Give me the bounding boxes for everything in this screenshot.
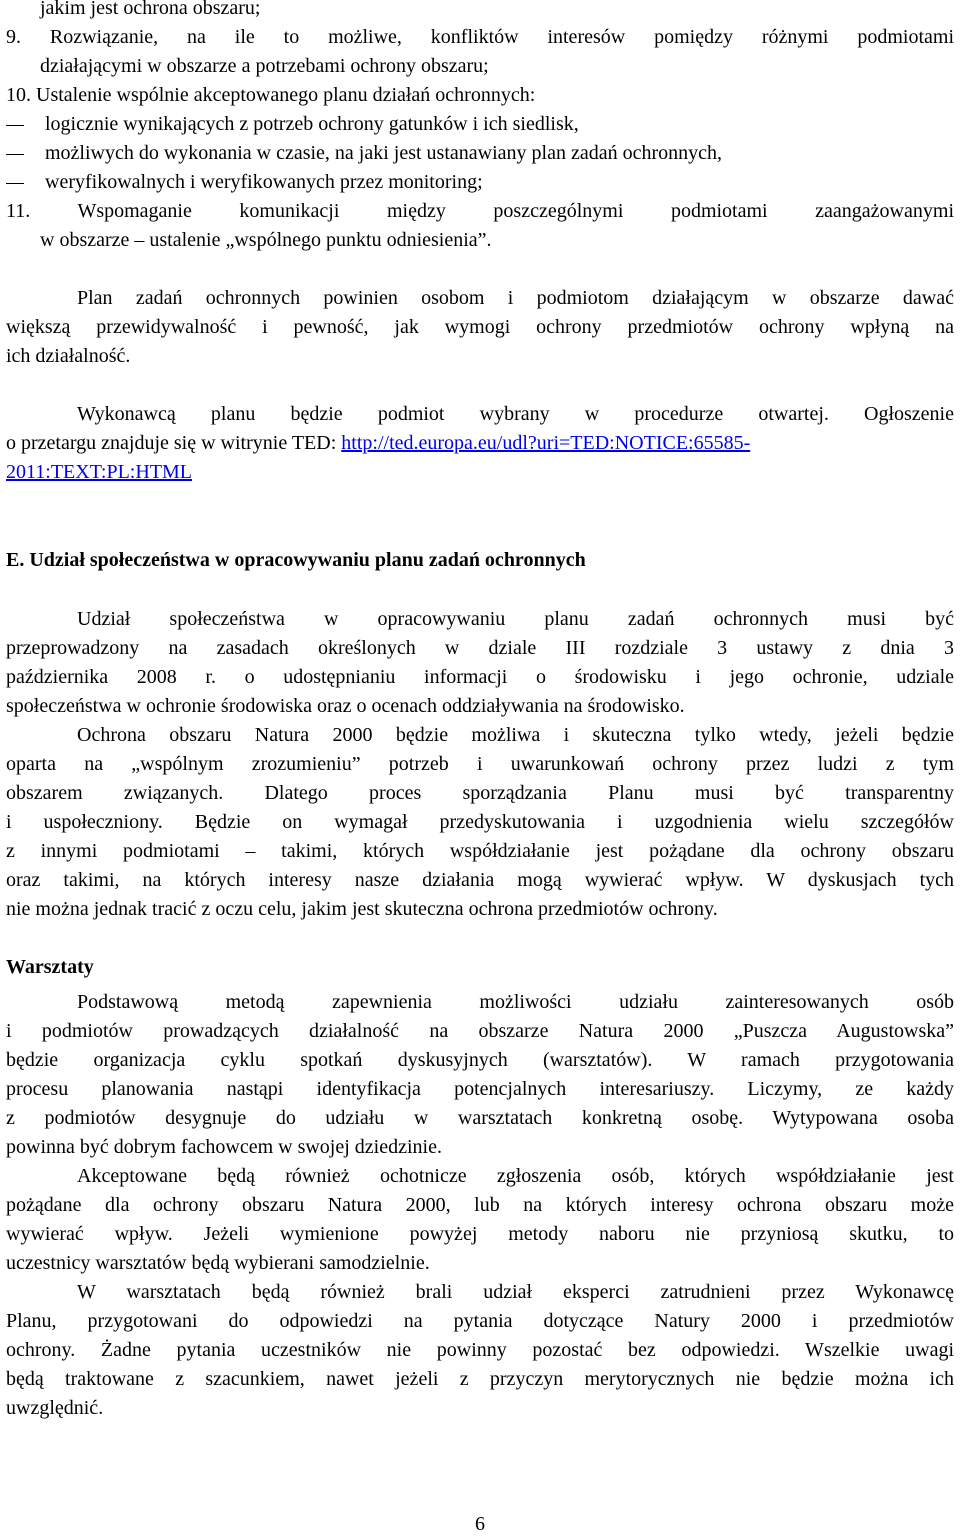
- paragraph-line: z innymi podmiotami – takimi, których współdziałanie jest pożądane dla ochrony obszaru: [6, 840, 954, 862]
- paragraph-text: o przetargu znajduje się w witrynie TED:: [6, 432, 337, 454]
- paragraph-line: społeczeństwa w ochronie środowiska oraz o ocenach oddziaływania na środowisko.: [6, 695, 685, 717]
- page-number: 6: [475, 1513, 485, 1535]
- paragraph-line: ochrony. Żadne pytania uczestników nie powinny pozostać bez odpowiedzi. Wszelkie uwagi: [6, 1339, 954, 1361]
- sub-item-2: [6, 139, 954, 168]
- paragraph-line: procesu planowania nastąpi identyfikacja potencjalnych interesariuszy. Liczymy, ze każdy: [6, 1078, 954, 1100]
- paragraph-line: pożądane dla ochrony obszaru Natura 2000, lub na których interesy ochrona obszaru może: [6, 1194, 954, 1216]
- ted-notice-link[interactable]: http://ted.europa.eu/udl?uri=TED:NOTICE:65585-: [341, 432, 751, 454]
- paragraph-line: października 2008 r. o udostępnianiu informacji o środowisku i jego ochronie, udziale: [6, 666, 954, 688]
- paragraph-line: ich działalność.: [6, 345, 131, 367]
- paragraph-line: Akceptowane będą również ochotnicze zgłoszenia osób, których współdziałanie jest: [77, 1165, 954, 1187]
- sub-item-text: logicznie wynikających z potrzeb ochrony gatunków i ich siedlisk,: [45, 113, 579, 135]
- paragraph-line: [6, 429, 954, 458]
- paragraph-line: i uspołeczniony. Będzie on wymagał przedyskutowania i uzgodnienia wielu szczegółów: [6, 811, 954, 833]
- paragraph-line: uczestnicy warsztatów będą wybierani samodzielnie.: [6, 1252, 430, 1274]
- paragraph-line: nie można jednak tracić z oczu celu, jakim jest skuteczna ochrona przedmiotów ochrony.: [6, 898, 718, 920]
- paragraph-line: [6, 458, 954, 487]
- paragraph-line: i podmiotów prowadzących działalność na obszarze Natura 2000 „Puszcza Augustowska”: [6, 1020, 954, 1042]
- paragraph-line: z podmiotów desygnuje do udziału w warsztatach konkretną osobę. Wytypowana osoba: [6, 1107, 954, 1129]
- sub-item-text: weryfikowalnych i weryfikowanych przez monitoring;: [45, 171, 483, 193]
- paragraph-line: Plan zadań ochronnych powinien osobom i podmiotom działającym w obszarze dawać: [77, 287, 954, 309]
- paragraph-line: będą traktowane z szacunkiem, nawet jeżeli z przyczyn merytorycznych nie będzie można ich: [6, 1368, 954, 1390]
- paragraph-line: oparta na „wspólnym zrozumieniu” potrzeb i uwarunkowań ochrony przez ludzi z tym: [6, 753, 954, 775]
- dash-bullet-icon: [6, 183, 24, 184]
- sub-item-text: możliwych do wykonania w czasie, na jaki jest ustanawiany plan zadań ochronnych,: [45, 142, 723, 164]
- list-item-11-cont: w obszarze – ustalenie „wspólnego punktu odniesienia”.: [40, 229, 492, 251]
- list-item-10: 10. Ustalenie wspólnie akceptowanego planu działań ochronnych:: [6, 84, 536, 106]
- list-item-9: 9. Rozwiązanie, na ile to możliwe, konfliktów interesów pomiędzy różnymi podmiotami: [6, 26, 954, 48]
- paragraph-line: będzie organizacja cyklu spotkań dyskusyjnych (warsztatów). W ramach przygotowania: [6, 1049, 954, 1071]
- paragraph-line: Podstawową metodą zapewnienia możliwości udziału zainteresowanych osób: [77, 991, 954, 1013]
- paragraph-line: W warsztatach będą również brali udział eksperci zatrudnieni przez Wykonawcę: [77, 1281, 954, 1303]
- sub-item-3: [6, 168, 954, 197]
- list-item-11: 11. Wspomaganie komunikacji między poszczególnymi podmiotami zaangażowanymi: [6, 200, 954, 222]
- paragraph-line: wywierać wpływ. Jeżeli wymienione powyżej metody naboru nie przyniosą skutku, to: [6, 1223, 954, 1245]
- paragraph-line: Planu, przygotowani do odpowiedzi na pytania dotyczące Natury 2000 i przedmiotów: [6, 1310, 954, 1332]
- list-line: jakim jest ochrona obszaru;: [40, 0, 261, 19]
- paragraph-line: oraz takimi, na których interesy nasze działania mogą wywierać wpływ. W dyskusjach tych: [6, 869, 954, 891]
- paragraph-line: uwzględnić.: [6, 1397, 104, 1419]
- paragraph-line: większą przewidywalność i pewność, jak wymogi ochrony przedmiotów ochrony wpłyną na: [6, 316, 954, 338]
- section-heading: E. Udział społeczeństwa w opracowywaniu planu zadań ochronnych: [6, 549, 586, 571]
- paragraph-line: Wykonawcą planu będzie podmiot wybrany w procedurze otwartej. Ogłoszenie: [77, 403, 954, 425]
- paragraph-line: Udział społeczeństwa w opracowywaniu planu zadań ochronnych musi być: [77, 608, 954, 630]
- section-heading: Warsztaty: [6, 956, 94, 978]
- dash-bullet-icon: [6, 125, 24, 126]
- paragraph-line: Ochrona obszaru Natura 2000 będzie możliwa i skuteczna tylko wtedy, jeżeli będzie: [77, 724, 954, 746]
- paragraph-line: obszarem związanych. Dlatego proces sporządzania Planu musi być transparentny: [6, 782, 954, 804]
- paragraph-line: powinna być dobrym fachowcem w swojej dziedzinie.: [6, 1136, 442, 1158]
- ted-notice-link-cont[interactable]: 2011:TEXT:PL:HTML: [6, 461, 193, 483]
- list-item-9-cont: działającymi w obszarze a potrzebami ochrony obszaru;: [40, 55, 489, 77]
- sub-item-1: [6, 110, 954, 139]
- paragraph-line: przeprowadzony na zasadach określonych w dziale III rozdziale 3 ustawy z dnia 3: [6, 637, 954, 659]
- dash-bullet-icon: [6, 154, 24, 155]
